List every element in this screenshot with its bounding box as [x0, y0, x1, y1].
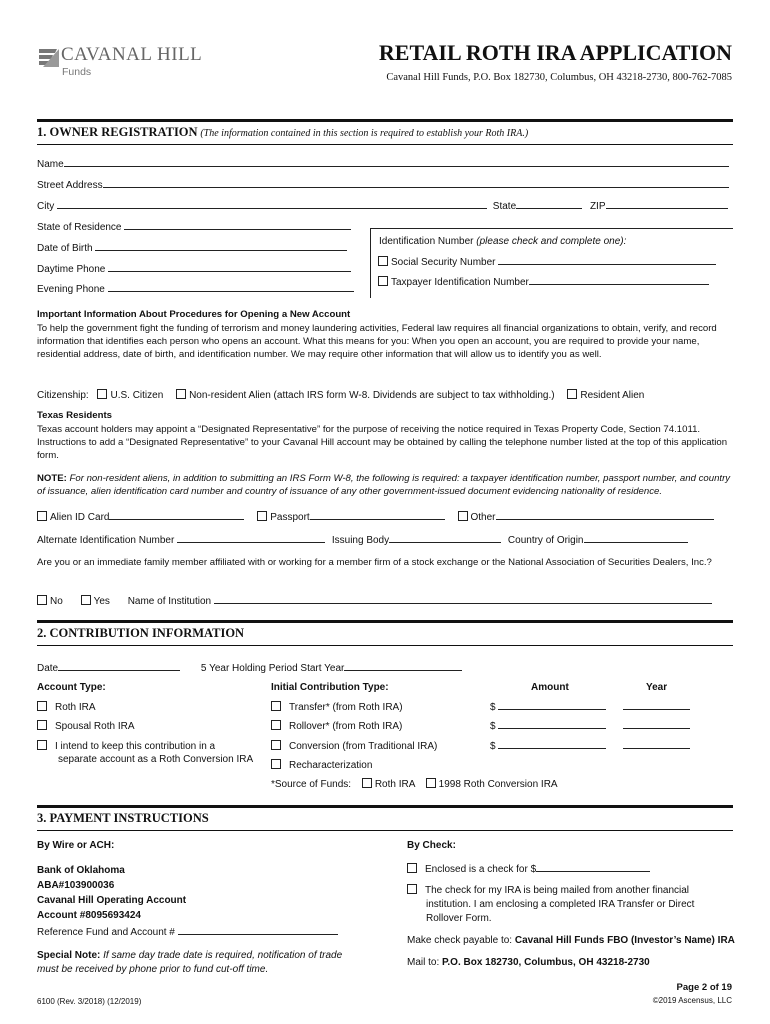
ssn-row: Social Security Number [378, 256, 716, 268]
rollover-checkbox[interactable] [271, 720, 281, 730]
street-row: Street Address [37, 179, 729, 191]
mail-to-row: Mail to: P.O. Box 182730, Columbus, OH 43218-2730 [407, 957, 650, 968]
keep-separate-checkbox[interactable] [37, 740, 47, 750]
logo-mark-icon [37, 47, 59, 69]
keep-separate-text-2: separate account as a Roth Conversion IRA [58, 754, 254, 765]
copyright: ©2019 Ascensus, LLC [652, 996, 732, 1005]
id-number-box [370, 228, 733, 298]
passport-checkbox[interactable] [257, 511, 267, 521]
year-label: Year [646, 682, 668, 693]
amount-field-3[interactable] [498, 740, 606, 749]
enclosed-checkbox[interactable] [407, 863, 417, 873]
recharacterization-option: Recharacterization [271, 759, 372, 771]
form-number: 6100 (Rev. 3/2018) (12/2019) [37, 997, 142, 1006]
section-divider [37, 119, 733, 122]
tin-row: Taxpayer Identification Number [378, 276, 709, 288]
keep-separate-option: I intend to keep this contribution in a [37, 740, 215, 752]
section-divider [37, 830, 733, 831]
rollover-option: Rollover* (from Roth IRA) [271, 720, 402, 732]
enclosed-option: Enclosed is a check for $ [407, 863, 650, 875]
conversion-checkbox[interactable] [271, 740, 281, 750]
page-number: Page 2 of 19 [676, 982, 732, 993]
zip-field[interactable] [606, 200, 728, 209]
state-residence-field[interactable] [124, 221, 351, 230]
other-checkbox[interactable] [458, 511, 468, 521]
payable-row: Make check payable to: Cavanal Hill Funds FBO (Investor’s Name) IRA [407, 935, 735, 946]
initial-type-label: Initial Contribution Type: [271, 682, 389, 693]
nonresident-note: NOTE: For non-resident aliens, in addition to submitting an IRS Form W-8, the following is required: a taxpayer identification number, passport number, and country of issuance, alien identification card number and country of issuance of any other government-issued document evidencing nationality of residence. [37, 473, 731, 497]
mailed-text-2: institution. I am enclosing a completed IRA Transfer or Direct [426, 899, 695, 910]
operating-account: Cavanal Hill Operating Account [37, 895, 187, 906]
alien-id-row: Alien ID Card Passport Other [37, 511, 714, 523]
section-divider [37, 144, 733, 145]
special-note: Special Note: If same day trade date is required, notification of trade [37, 950, 343, 961]
year-field-2[interactable] [623, 720, 690, 729]
country-origin-field[interactable] [584, 534, 688, 543]
source-roth-checkbox[interactable] [362, 778, 372, 788]
spousal-option: Spousal Roth IRA [37, 720, 135, 732]
id-number-label: Identification Number (please check and complete one): [379, 236, 627, 247]
account-type-label: Account Type: [37, 682, 106, 693]
alt-id-field[interactable] [177, 534, 325, 543]
bank-name: Bank of Oklahoma [37, 865, 125, 876]
alt-id-row: Alternate Identification Number Issuing Body Country of Origin [37, 534, 688, 546]
state-field[interactable] [516, 200, 582, 209]
section-divider [37, 620, 733, 623]
state-residence-row: State of Residence [37, 221, 351, 233]
mailed-checkbox[interactable] [407, 884, 417, 894]
section3-heading: 3. PAYMENT INSTRUCTIONS [37, 811, 209, 825]
year-field-1[interactable] [623, 701, 690, 710]
roth-ira-checkbox[interactable] [37, 701, 47, 711]
amount-row-2: $ [490, 720, 690, 732]
aba-number: ABA#103900036 [37, 880, 115, 891]
passport-field[interactable] [310, 511, 445, 520]
ssn-checkbox[interactable] [378, 256, 388, 266]
texas-text: Texas account holders may appoint a “Designated Representative” for the purpose of receiving the notice required in Texas Property Code, Section 74.1011. Instructions to add a “Designated Representative” to your Cavanal Hill account may be obtained by calling the telephone number listed at the top of this application form. [37, 424, 728, 461]
yes-checkbox[interactable] [81, 595, 91, 605]
spousal-checkbox[interactable] [37, 720, 47, 730]
logo-subtext: Funds [62, 66, 92, 78]
section1-heading: 1. OWNER REGISTRATION (The information contained in this section is required to establish your Roth IRA.) [37, 125, 529, 139]
us-citizen-checkbox[interactable] [97, 389, 107, 399]
logo-text: CAVANAL HILL [61, 44, 203, 65]
section-divider [37, 645, 733, 646]
holding-period-field[interactable] [344, 662, 462, 671]
reference-field[interactable] [178, 926, 338, 935]
other-field[interactable] [496, 511, 714, 520]
alien-id-field[interactable] [109, 511, 244, 520]
year-field-3[interactable] [623, 740, 690, 749]
recharacterization-checkbox[interactable] [271, 759, 281, 769]
dob-row: Date of Birth [37, 242, 347, 254]
street-field[interactable] [103, 179, 729, 188]
amount-field-2[interactable] [498, 720, 606, 729]
page-title: RETAIL ROTH IRA APPLICATION [378, 40, 732, 65]
date-field[interactable] [58, 662, 180, 671]
alien-id-checkbox[interactable] [37, 511, 47, 521]
evening-phone-field[interactable] [108, 283, 354, 292]
tin-field[interactable] [529, 276, 709, 285]
section2-heading: 2. CONTRIBUTION INFORMATION [37, 626, 245, 640]
name-field[interactable] [64, 158, 729, 167]
affiliated-row: No Yes Name of Institution [37, 595, 712, 607]
source-funds-row: *Source of Funds: Roth IRA 1998 Roth Conversion IRA [271, 779, 558, 790]
name-row: Name [37, 158, 729, 170]
wire-heading: By Wire or ACH: [37, 840, 115, 851]
conversion-option: Conversion (from Traditional IRA) [271, 740, 437, 752]
special-note-line-2: must be received by phone prior to fund cut-off time. [37, 964, 269, 975]
important-heading: Important Information About Procedures for Opening a New Account [37, 309, 351, 320]
amount-row-1: $ [490, 701, 690, 713]
daytime-phone-row: Daytime Phone [37, 263, 351, 275]
transfer-checkbox[interactable] [271, 701, 281, 711]
issuing-body-field[interactable] [389, 534, 501, 543]
resident-alien-checkbox[interactable] [567, 389, 577, 399]
section-divider [37, 805, 733, 808]
nonresident-checkbox[interactable] [176, 389, 186, 399]
texas-heading: Texas Residents [37, 410, 113, 421]
city-field[interactable] [57, 200, 487, 209]
tin-checkbox[interactable] [378, 276, 388, 286]
important-text: To help the government fight the funding of terrorism and money laundering activities, Federal law requires all financial organizations to obtain, verify, and record information that identifies each person who opens an account. What this means for you: When you open an account, you are required to provide your name, residential address, date of birth, and identification number. We may require other information that will allow us to identify you as well. [37, 323, 717, 360]
institution-field[interactable] [214, 595, 712, 604]
header-address: Cavanal Hill Funds, P.O. Box 182730, Columbus, OH 43218-2730, 800-762-7085 [386, 72, 732, 83]
roth-ira-option: Roth IRA [37, 701, 96, 713]
logo [37, 44, 217, 78]
reference-row: Reference Fund and Account # [37, 926, 338, 938]
daytime-phone-field[interactable] [108, 263, 351, 272]
date-row: Date 5 Year Holding Period Start Year [37, 662, 462, 674]
dob-field[interactable] [95, 242, 347, 251]
mailed-option: The check for my IRA is being mailed from another financial [407, 884, 689, 896]
account-number: Account #8095693424 [37, 910, 141, 921]
ssn-field[interactable] [498, 256, 716, 265]
amount-field-1[interactable] [498, 701, 606, 710]
no-checkbox[interactable] [37, 595, 47, 605]
city-row: City State ZIP [37, 200, 728, 212]
source-1998-checkbox[interactable] [426, 778, 436, 788]
check-heading: By Check: [407, 840, 456, 851]
amount-row-3: $ [490, 740, 690, 752]
evening-phone-row: Evening Phone [37, 283, 354, 295]
amount-label: Amount [531, 682, 569, 693]
enclosed-amount-field[interactable] [536, 863, 650, 872]
affiliated-question: Are you or an immediate family member affiliated with or working for a member firm of a stock exchange or the National Association of Securities Dealers, Inc.? [37, 557, 712, 568]
citizenship-row: Citizenship: U.S. Citizen Non-resident Alien (attach IRS form W-8. Dividends are subject to tax withholding.) Resident Alien [37, 390, 645, 401]
transfer-option: Transfer* (from Roth IRA) [271, 701, 403, 713]
mailed-text-3: Rollover Form. [426, 913, 492, 924]
